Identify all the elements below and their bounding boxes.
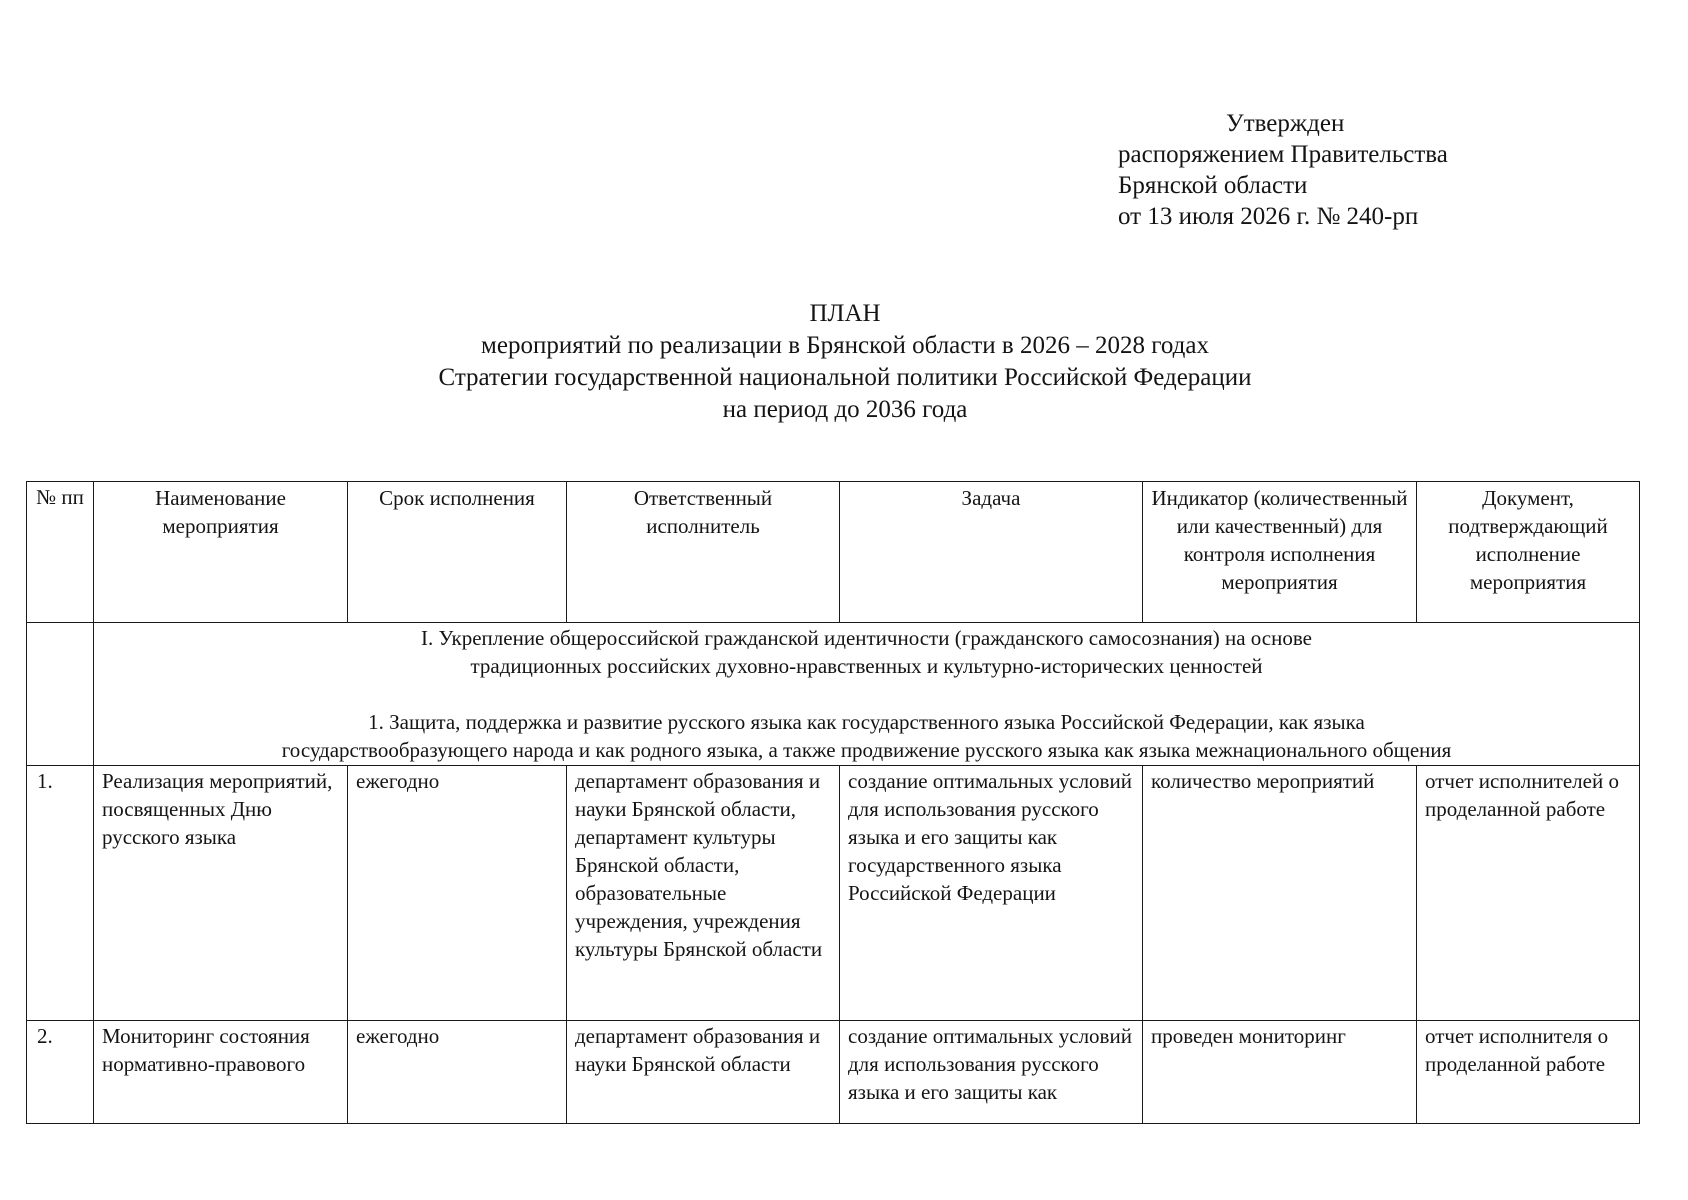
- header-name: Наименование мероприятия: [94, 482, 348, 623]
- row-name: Реализация мероприятий, посвященных Дню русского языка: [94, 766, 348, 1021]
- title-line-2: мероприятий по реализации в Брянской области в 2026 – 2028 годах: [481, 332, 1209, 359]
- subsection-heading-line-1: 1. Защита, поддержка и развитие русского языка как государственного языка Российской Федерации, как языка: [368, 710, 1365, 734]
- header-executor: Ответственный исполнитель: [567, 482, 840, 623]
- table-header-row: [27, 482, 1640, 623]
- title-line-4: на период до 2036 года: [722, 396, 968, 423]
- table-row: [27, 1021, 1640, 1124]
- row-term: ежегодно: [348, 766, 567, 1021]
- title-line-3: Стратегии государственной национальной политики Российской Федерации: [438, 364, 1252, 391]
- section-row: [27, 623, 1640, 766]
- row-task: создание оптимальных условий для использования русского языка и его защиты как государственного языка Российской Федерации: [840, 766, 1143, 1021]
- approval-line-date-number: от 13 июля 2026 г. № 240-рп: [1118, 203, 1419, 230]
- section-num-cell: [27, 623, 94, 766]
- title-heading: ПЛАН: [809, 300, 881, 327]
- row-executor: департамент образования и науки Брянской области, департамент культуры Брянской области, образовательные учреждения, учреждения культуры Брянской области: [567, 766, 840, 1021]
- row-num: 2.: [27, 1021, 94, 1124]
- row-document: отчет исполнителя о проделанной работе: [1417, 1021, 1640, 1124]
- row-indicator: количество мероприятий: [1143, 766, 1417, 1021]
- row-task: создание оптимальных условий для использования русского языка и его защиты как: [840, 1021, 1143, 1124]
- document-title: [300, 298, 1390, 426]
- approval-line-region: Брянской области: [1118, 172, 1308, 199]
- row-indicator: проведен мониторинг: [1143, 1021, 1417, 1124]
- header-indicator: Индикатор (количественный или качественный) для контроля исполнения мероприятия: [1143, 482, 1417, 623]
- approval-block: [1118, 108, 1448, 232]
- table-row: [27, 766, 1640, 1021]
- plan-table: [26, 481, 1640, 1124]
- section-heading-line-1: I. Укрепление общероссийской гражданской идентичности (гражданского самосознания) на основе: [421, 626, 1312, 650]
- approval-line-approved: Утвержден: [1226, 110, 1345, 137]
- header-document: Документ, подтверждающий исполнение мероприятия: [1417, 482, 1640, 623]
- section-heading-cell: [94, 623, 1640, 766]
- row-executor: департамент образования и науки Брянской области: [567, 1021, 840, 1124]
- row-name: Мониторинг состояния нормативно-правового: [94, 1021, 348, 1124]
- header-num: № пп: [27, 482, 94, 623]
- section-heading-line-2: традиционных российских духовно-нравственных и культурно-исторических ценностей: [470, 654, 1263, 678]
- row-term: ежегодно: [348, 1021, 567, 1124]
- header-task: Задача: [840, 482, 1143, 623]
- approval-line-order: распоряжением Правительства: [1118, 141, 1448, 168]
- subsection-heading-line-2: государствообразующего народа и как родного языка, а также продвижение русского языка как языка межнационального общения: [281, 738, 1452, 762]
- header-term: Срок исполнения: [348, 482, 567, 623]
- row-num: 1.: [27, 766, 94, 1021]
- section-gap: [102, 680, 1631, 708]
- row-document: отчет исполнителей о проделанной работе: [1417, 766, 1640, 1021]
